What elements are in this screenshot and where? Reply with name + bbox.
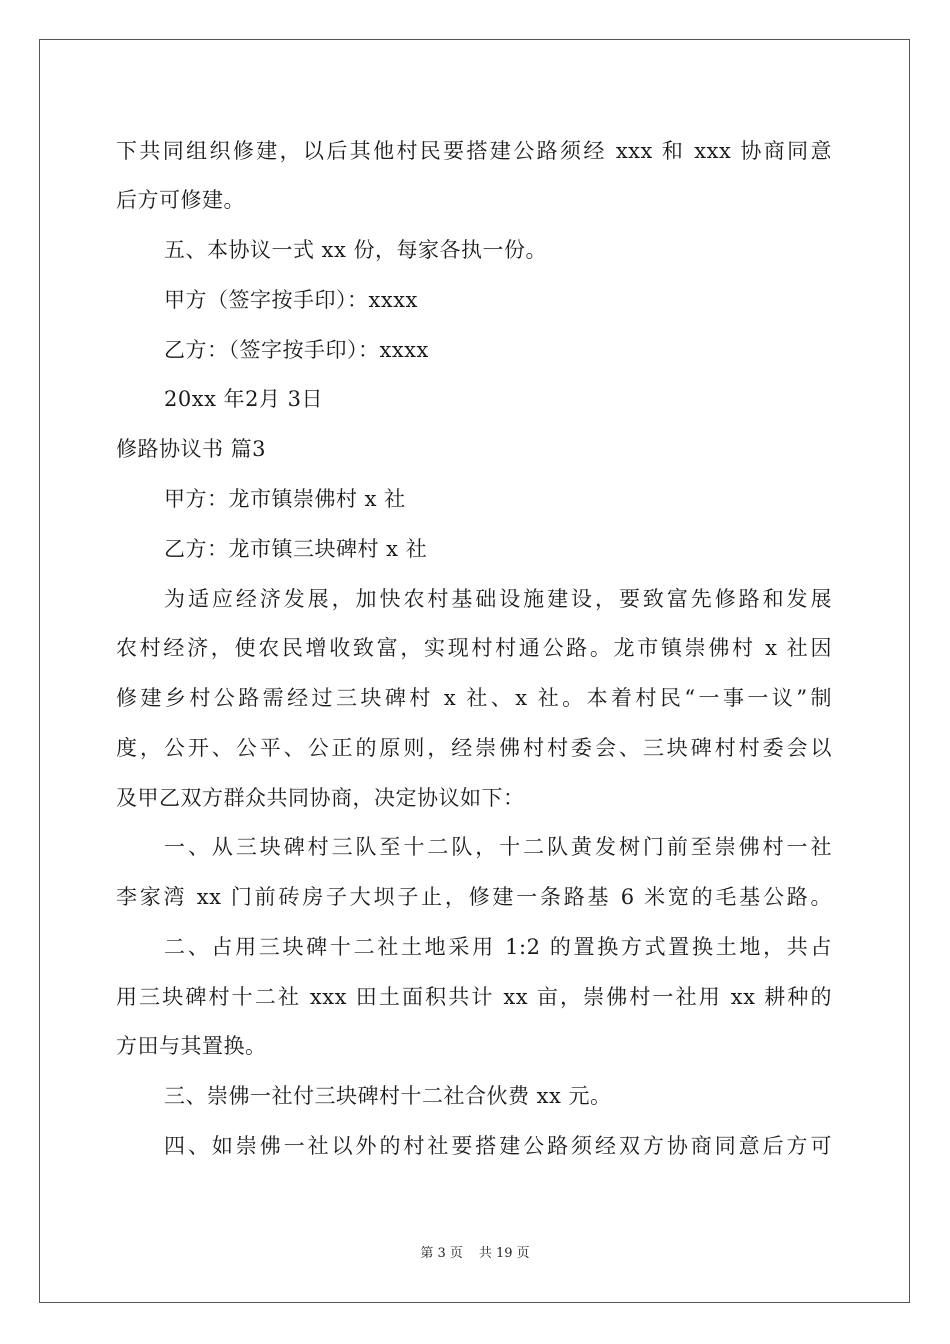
- party-a-signature: 甲方（签字按手印）：xxxx: [164, 288, 418, 312]
- section-heading: 修路协议书 篇3: [116, 437, 267, 461]
- clause-three: 三、崇佛一社付三块碑村十二社合伙费 xx 元。: [164, 1084, 612, 1108]
- clause-four-line-1: 四、如崇佛一社以外的村社要搭建公路须经双方协商同意后方可: [164, 1134, 832, 1158]
- clause-five: 五、本协议一式 xx 份，每家各执一份。: [164, 238, 548, 262]
- preamble-line-4: 度，公开、公平、公正的原则，经崇佛村村委会、三块碑村村委会以: [116, 736, 832, 760]
- page-total: 共 19 页: [478, 1246, 530, 1261]
- clause-two-line-3: 方田与其置换。: [116, 1034, 267, 1058]
- clause-one-line-2: 李家湾 xx 门前砖房子大坝子止，修建一条路基 6 米宽的毛基公路。: [116, 885, 832, 909]
- page-frame: [39, 39, 910, 1303]
- preamble-line-2: 农村经济，使农民增收致富，实现村村通公路。龙市镇崇佛村 x 社因: [116, 636, 832, 660]
- party-b: 乙方：龙市镇三块碑村 x 社: [164, 537, 428, 561]
- clause-two-line-2: 用三块碑村十二社 xxx 田土面积共计 xx 亩，崇佛村一社用 xx 耕种的: [116, 985, 832, 1009]
- preamble-line-1: 为适应经济发展，加快农村基础设施建设，要致富先修路和发展: [164, 587, 832, 611]
- page-number: 第 3 页: [420, 1246, 463, 1261]
- text-line-2: 后方可修建。: [116, 188, 245, 212]
- clause-one-line-1: 一、从三块碑村三队至十二队，十二队黄发树门前至崇佛村一社: [164, 835, 832, 859]
- preamble-line-3: 修建乡村公路需经过三块碑村 x 社、x 社。本着村民“一事一议”制: [116, 686, 832, 710]
- party-b-signature: 乙方：（签字按手印）：xxxx: [164, 338, 429, 362]
- signing-date: 20xx 年2月 3日: [164, 387, 323, 411]
- preamble-line-5: 及甲乙双方群众共同协商，决定协议如下：: [116, 786, 525, 810]
- clause-two-line-1: 二、占用三块碑十二社土地采用 1:2 的置换方式置换土地，共占: [164, 935, 832, 959]
- text-line-1: 下共同组织修建，以后其他村民要搭建公路须经 xxx 和 xxx 协商同意: [116, 139, 832, 163]
- party-a: 甲方：龙市镇崇佛村 x 社: [164, 487, 406, 511]
- page-footer: [0, 1245, 950, 1263]
